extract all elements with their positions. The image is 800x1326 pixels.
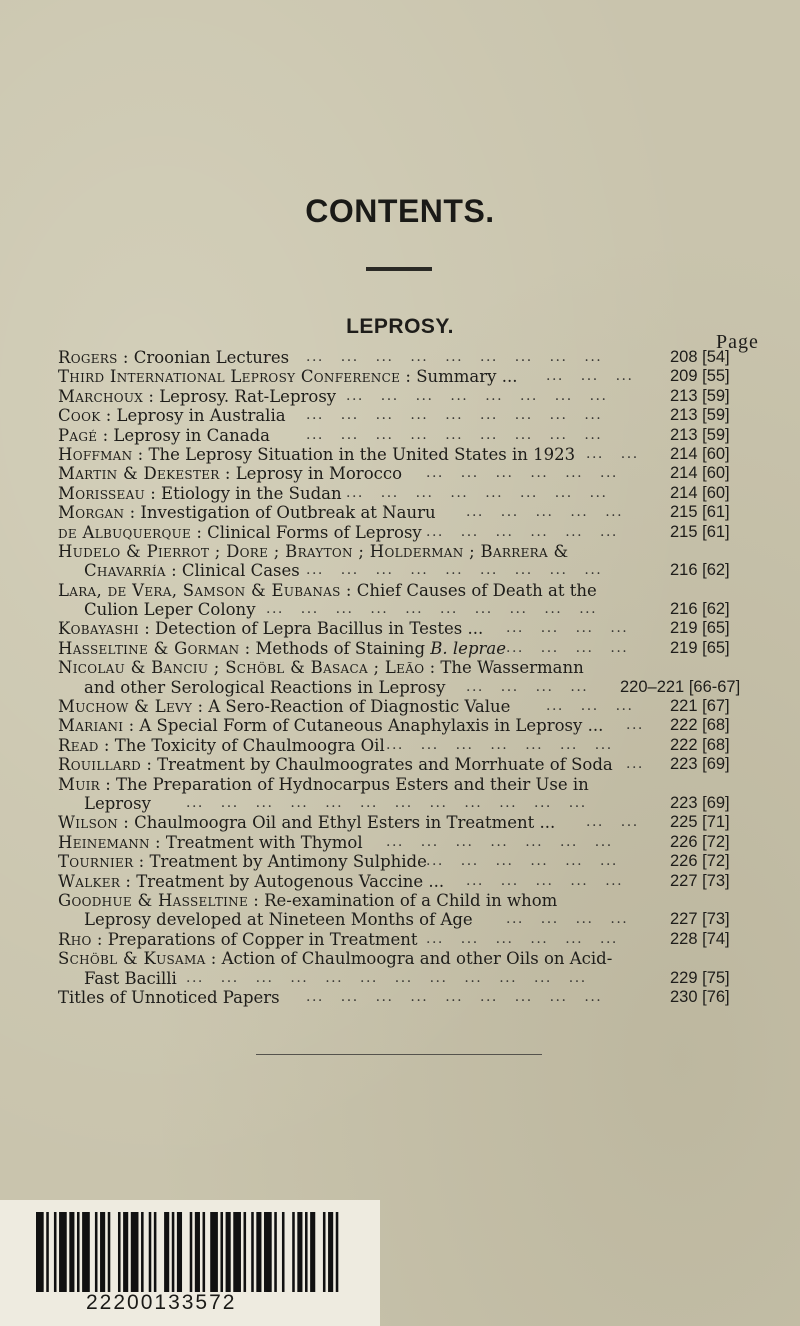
entry-author: Cook [58,406,101,426]
entry-author: Schöbl & Kusama [58,949,206,969]
entry-page: 226 [72] [670,832,730,851]
contents-entry [0,464,800,483]
entry-title: : The Wassermann [424,658,584,678]
leader-dots: ... ... [586,445,639,462]
entry-title: : The Leprosy Situation in the United States in 1923 [132,444,576,464]
entry-page: 225 [71] [670,813,730,832]
entry-page: 221 [67] [670,697,730,716]
leader-dots: ... ... ... ... ... ... ... ... ... [306,988,603,1005]
entry-author: Tournier [58,852,134,872]
page-title: CONTENTS. [305,193,495,229]
entry-text [58,736,385,755]
entry-text [58,852,427,871]
entry-page: 230 [76] [670,987,730,1006]
entry-title: : Summary ... [400,367,518,387]
entry-title: : Treatment by Chaulmoogrates and Morrhuate of Soda [141,755,613,775]
entry-page: 222 [68] [670,716,730,735]
entry-title: : Re-examination of a Child in whom [248,890,558,910]
entry-author: Morgan [58,503,125,523]
contents-entry [0,581,800,600]
entry-text [58,813,555,832]
entry-title: : Etiology in the Sudan [144,483,342,503]
entry-page: 228 [74] [670,929,730,948]
entry-page: 215 [61] [670,503,730,522]
entry-text [58,658,584,677]
entry-text [58,445,575,464]
entry-page: 216 [62] [670,561,730,580]
contents-entry [0,949,800,968]
leader-dots: ... ... ... ... [506,911,629,928]
entry-title: : Leprosy in Canada [97,425,270,445]
leader-dots: ... ... [586,814,639,831]
entry-page: 227 [73] [670,910,730,929]
entry-title: : The Toxicity of Chaulmoogra Oil [98,735,385,755]
leader-dots: ... ... ... ... ... ... ... ... ... [306,349,603,365]
entry-text [58,542,568,561]
entry-page: 222 [68] [670,735,730,754]
contents-entry [0,988,800,1007]
contents-entry [0,872,800,891]
entry-author: Muir [58,774,100,794]
contents-entry [0,833,800,852]
leader-dots: ... ... ... ... ... [466,504,624,521]
contents-entry [0,484,800,503]
entry-page: 213 [59] [670,425,730,444]
entry-title: : A Special Form of Cutaneous Anaphylaxis in Leprosy ... [123,716,604,736]
entry-title: : Leprosy in Morocco [219,464,403,484]
leader-dots: ... [626,717,644,734]
entry-title: : Leprosy. Rat-Leprosy [143,386,337,406]
entry-author: Muchow & Levy [58,697,193,717]
entry-title: : The Preparation of Hydnocarpus Esters and their Use in [99,774,589,794]
contents-entry [0,406,800,425]
entry-author: Chavarría [84,561,166,581]
entry-page: 227 [73] [670,871,730,890]
contents-entry [0,523,800,542]
entry-text [58,406,286,425]
entry-text [58,988,280,1007]
entry-text [58,775,589,794]
contents-entry [0,716,800,735]
leader-dots: ... ... ... ... ... ... ... ... ... [306,426,603,443]
entry-page: 214 [60] [670,444,730,463]
page-column-header: Page [716,331,759,353]
contents-entry [0,387,800,406]
entry-text [58,348,289,367]
entry-author: Morisseau [58,483,145,503]
contents-entry [0,910,800,929]
entry-title: : Croonian Lectures [117,348,290,367]
leader-dots: ... ... ... ... ... ... [426,853,618,870]
entry-page: 219 [65] [670,619,730,638]
contents-entry [0,755,800,774]
entry-text [58,426,270,445]
contents-entry [0,736,800,755]
leader-dots: ... ... ... ... [506,620,629,637]
entry-title: : Investigation of Outbreak at Nauru [124,503,436,523]
entry-author: Walker [58,871,121,891]
entry-title: : Detection of Lepra Bacillus in Testes ... [138,619,484,639]
entry-author: Rho [58,929,92,949]
entry-page: 209 [55] [670,367,730,386]
entry-text [58,949,612,968]
entry-title: and other Serological Reactions in Leprosy [84,677,446,697]
entry-title: : Preparations of Copper in Treatment [91,929,418,949]
entry-author: Heinemann [58,832,150,852]
entry-title: : Clinical Cases [165,561,300,581]
entry-text [58,697,510,716]
entry-text [58,484,342,503]
entry-title: : Action of Chaulmoogra and other Oils on Acid- [205,949,613,969]
entry-text [58,930,418,949]
barcode-number: 22200133572 [86,1291,237,1314]
leader-dots: ... ... ... ... ... ... ... ... ... [306,562,603,579]
contents-entry [0,367,800,386]
entry-title: : Chaulmoogra Oil and Ethyl Esters in Treatment ... [118,813,556,833]
entry-page: 229 [75] [670,968,730,987]
entry-author: Marchoux [58,386,144,406]
entry-text [84,794,151,813]
entry-text [58,833,363,852]
entry-page: 223 [69] [670,793,730,812]
contents-entry [0,426,800,445]
entry-title: : Clinical Forms of Leprosy [191,522,422,542]
entry-page: 214 [60] [670,483,730,502]
entry-text [58,872,444,891]
leader-dots: ... ... ... ... ... ... ... ... ... [306,407,603,424]
entry-title: Leprosy developed at Nineteen Months of Age [84,910,473,930]
entry-text [58,387,336,406]
entry-author: Lara, de Vera, Samson & Eubanas [58,580,341,600]
contents-entry [0,658,800,677]
entry-page: 214 [60] [670,464,730,483]
contents-entry [0,639,800,658]
entry-author: Read [58,735,99,755]
entry-title: Leprosy [84,793,151,813]
entry-author: Third International Leprosy Conference [58,367,401,387]
contents-entry [0,561,800,580]
entry-author: Pagé [58,425,98,445]
entry-title: Culion Leper Colony [84,600,256,620]
entry-author: Hasseltine & Gorman [58,638,240,658]
leader-dots: ... ... ... ... ... ... ... ... [346,387,608,404]
entry-page: 220–221 [66-67] [620,677,741,696]
entry-text [58,503,436,522]
leader-dots: ... ... ... ... ... ... ... ... ... ... [266,601,598,618]
contents-entry [0,619,800,638]
entry-text [84,910,473,929]
contents-entry [0,930,800,949]
entry-author: Rogers [58,348,118,367]
entry-author: Hudelo & Pierrot ; Dore ; Brayton ; Holderman ; Barrera & [58,541,569,561]
leader-dots: ... ... ... [546,698,634,715]
entry-title: : Treatment with Thymol [149,832,363,852]
entry-text [84,969,177,988]
contents-entry [0,794,800,813]
entry-author: Mariani [58,716,124,736]
entry-title: : A Sero-Reaction of Diagnostic Value [192,697,511,717]
title-rule [366,267,432,271]
leader-dots: ... ... ... ... ... ... [426,523,618,540]
entry-text [58,755,613,774]
entry-text [84,678,445,697]
entry-italic: B. leprae [425,638,506,658]
entry-page: 219 [65] [670,638,730,657]
leader-dots: ... ... ... ... ... ... ... ... ... ... ... ... [186,969,587,986]
entry-text [58,716,603,735]
leader-dots: ... ... ... ... ... ... ... [386,833,613,850]
entry-author: de Albuquerque [58,522,192,542]
entry-page: 213 [59] [670,386,730,405]
entry-page: 208 [54] [670,348,730,366]
contents-entry [0,775,800,794]
leader-dots: ... ... ... ... ... ... ... ... [346,484,608,501]
entry-title: Fast Bacilli [84,968,177,988]
contents-entry [0,813,800,832]
section-heading: LEPROSY. [346,315,454,338]
entry-author: Martin & Dekester [58,464,220,484]
entry-author: Hoffman [58,444,133,464]
leader-dots: ... ... ... ... ... ... ... [386,736,613,753]
entry-title: : Treatment by Autogenous Vaccine ... [120,871,445,891]
contents-entry [0,697,800,716]
entry-text [58,523,422,542]
entry-page: 223 [69] [670,755,730,774]
entry-page: 216 [62] [670,600,730,619]
entry-text [58,367,517,386]
entry-text [58,891,557,910]
entry-title: : Treatment by Antimony Sulphide [133,852,427,872]
leader-dots: ... ... ... ... ... [466,872,624,889]
contents-entry [0,678,800,697]
leader-dots: ... ... ... ... ... ... ... ... ... ... ... ... [186,794,587,811]
contents-entry [0,445,800,464]
entry-text [58,464,402,483]
leader-dots: ... ... ... ... [466,678,589,695]
entry-text [84,561,300,580]
entry-page: 213 [59] [670,406,730,425]
entry-text [58,619,483,638]
entry-author: Rouillard [58,755,142,775]
entry-title: Titles of Unnoticed Papers [58,987,280,1007]
entry-page: 226 [72] [670,852,730,871]
entry-page: 215 [61] [670,522,730,541]
contents-entry [0,969,800,988]
barcode-icon [36,1212,346,1292]
entry-text [58,639,506,658]
leader-dots: ... ... ... ... ... ... [426,930,618,947]
contents-list [0,348,800,1007]
contents-entry [0,600,800,619]
bottom-rule [256,1054,542,1055]
leader-dots: ... ... ... ... [506,639,629,656]
contents-entry [0,503,800,522]
entry-text [84,600,256,619]
contents-entry [0,891,800,910]
entry-title: : Leprosy in Australia [100,406,286,426]
contents-entry [0,542,800,561]
entry-text [58,581,597,600]
entry-title: : Chief Causes of Death at the [340,580,597,600]
leader-dots: ... ... ... [546,368,634,385]
leader-dots: ... ... ... ... ... ... [426,465,618,482]
entry-author: Kobayashi [58,619,139,639]
leader-dots: ... [626,756,644,773]
entry-title: : Methods of Staining [239,638,426,658]
entry-author: Nicolau & Banciu ; Schöbl & Basaca ; Leão [58,658,425,678]
contents-entry [0,348,800,367]
entry-author: Goodhue & Hasseltine [58,890,249,910]
entry-author: Wilson [58,813,119,833]
contents-entry [0,852,800,871]
